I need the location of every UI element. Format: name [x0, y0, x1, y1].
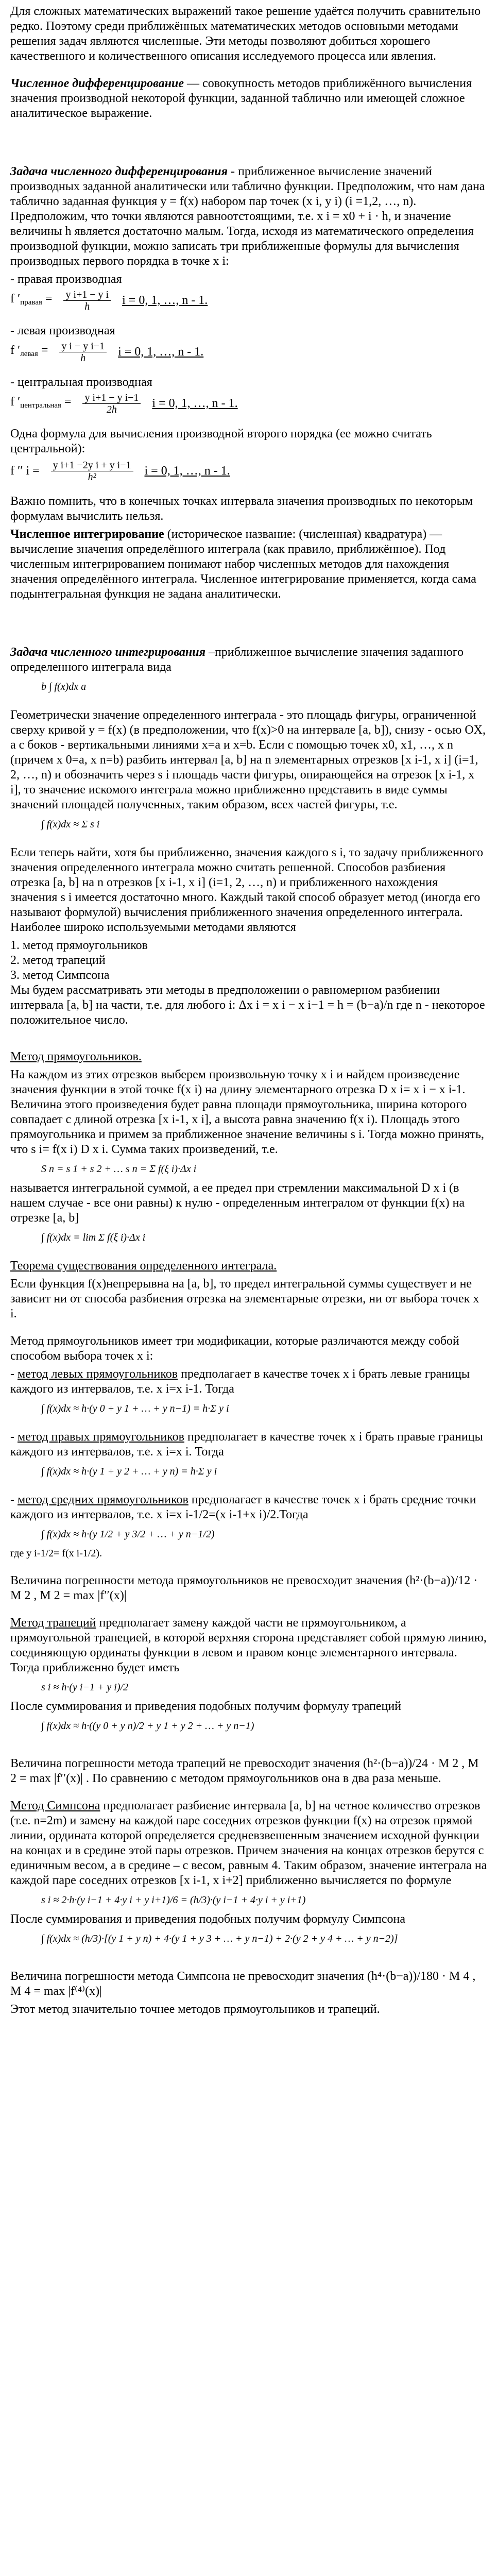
- mid-rect-paragraph: - метод средних прямоугольников предполагает в качестве точек x i брать средние точки каждого из интервалов, т.е. x i=x i-1/2=(x i-1+x i)/2.Тогда: [10, 1493, 476, 1521]
- left-derivative-fraction: [59, 341, 107, 364]
- task-diff-text: - приближенное вычисление значений производных заданной аналитически или таблично функции. Предположим, что нам дана таблично заданная функция y = f(x) набором пар точек (x i, y i) (i =1,2, …, n). Предположим, что точки являются равноотстоящими, т.е. x i = x0 + i · h, и значение величины h является достаточно малым. Тогда, исходя из математического определения производной функции, можно записать три приближенные формулы для вычисления производных первого порядка в точке x i:: [10, 165, 485, 268]
- integral-upper-limit: b: [41, 681, 46, 692]
- second-derivative-formula: [10, 460, 488, 483]
- simpson-method-text: предполагает разбиение интервала [a, b] на четное количество отрезков (т.е. n=2m) и замену на каждой паре соседних отрезков функции f(x) на отрезок прямой линии, ордината которой определяется средневзвешенным значением исходной функции на концах и в средине этой пары отрезков. Причем значения на концах отрезков берутся с единичным весом, а в средине – с весом, равным 4. Таким образом, значение интеграла на каждой паре соседних отрезков [x i-1, x i+2] приближенно вычисляется по формуле: [10, 1799, 487, 1887]
- limit-formula: ∫ f(x)dx = lim Σ f(ξ i)·Δx i: [41, 1232, 146, 1243]
- trapezoid-error-estimate: Величина погрешности метода трапеций не превосходит значения (h²·(b−a))/24 · M 2 , M 2 = max |f′′(x)| . По сравнению с методом прямоугольников она в два раза меньше.: [10, 1757, 479, 1785]
- trapezoid-formula: ∫ f(x)dx ≈ h·((y 0 + y n)/2 + y 1 + y 2 + … + y n−1): [41, 1720, 254, 1732]
- approximation-paragraph: Если теперь найти, хотя бы приближенно, значения каждого s i, то задачу приближенного значения определенного интеграла можно считать решенной. Способов разбиения отрезка [a, b] на n отрезков [x i-1, x i] (i=1, 2, …, n) и приближенного нахождения значения s i имеется достаточно много. Каждый такой способ образует метод (иногда его называют формулой) вычисления приближенного значения определенного интеграла. Наиболее широко используемыми методами являются: [10, 846, 484, 934]
- left-derivative-range: i = 0, 1, …, n - 1.: [118, 345, 204, 359]
- existence-theorem-heading: Теорема существования определенного интеграла.: [10, 1259, 277, 1273]
- right-derivative-lhs: f ′: [10, 292, 21, 306]
- right-rect-text: предполагает в качестве точек x i брать правые границы каждого из интервалов, т.е. x i=x i. Тогда: [10, 1430, 483, 1459]
- integration-term: Численное интегрирование: [10, 528, 164, 541]
- intro-paragraph: Для сложных математических выражений такое решение удаётся получить сравнительно редко. Поэтому среди приближённых математических методов основными методами решения задач являются численные. Эти методы позволяют добиться хорошего качественного и количественного описания исследуемого процесса или явления.: [10, 5, 481, 63]
- second-derivative-fraction: [51, 460, 133, 483]
- simpson-after-text: После суммирования и приведения подобных получим формулу Симпсона: [10, 1912, 405, 1926]
- rectangle-error-estimate: Величина погрешности метода прямоугольников не превосходит значения (h²·(b−a))/12 · M 2 , M 2 = max |f′′(x)|: [10, 1574, 478, 1602]
- task-diff-paragraph: [10, 164, 488, 269]
- existence-theorem-text: Если функция f(x)непрерывна на [a, b], то предел интегральной суммы существует и не зависит ни от способа разбиения отрезка на элементарные отрезки, ни от выбора точек x i.: [10, 1277, 479, 1320]
- geometric-meaning-paragraph: Геометрически значение определенного интеграла - это площадь фигуры, ограниченной сверху кривой y = f(x) (в предположении, что f(x)>0 на интервале [a, b]), снизу - осью OX, а с боков - вертикальными линиями x=a и x=b. Если с помощью точек x0, x1, …, x n (причем x 0=a, x n=b) разбить интервал [a, b] на n элементарных отрезков [x i-1, x i] (i=1, 2, …, n) и обозначить через s i площадь части фигуры, опирающейся на отрезок [x i-1, x i], то значение искомого интеграла можно приближенно представить в виде суммы значений площадей полученных, таким образом, всех частей фигуры, т.е.: [10, 708, 486, 811]
- central-derivative-formula: f $'_{центральная}$ = $\frac{\text{y i+1 − y i−1}}{2h}$ i = 0, 1, …, n - 1.: [10, 392, 238, 415]
- method-item: 2. метод трапеций: [10, 954, 106, 967]
- right-rect-paragraph: - метод правых прямоугольников предполагает в качестве точек x i брать правые границы каждого из интервалов, т.е. x i=x i. Тогда: [10, 1430, 483, 1459]
- left-derivative-label: - левая производная: [10, 324, 115, 337]
- uniform-partition-paragraph: Мы будем рассматривать эти методы в предположении о равномерном разбиении интервала [a, b] на части, т.е. для любого i: Δx i = x i − x i−1 = h = (b−a)/n где n - некоторое положительное число.: [10, 984, 485, 1027]
- right-rect-formula: ∫ f(x)dx ≈ h·(y 1 + y 2 + … + y n) = h·Σ y i: [41, 1466, 217, 1477]
- simpson-method-title: Метод Симпсона: [10, 1799, 100, 1812]
- task-integ-text: –приближенное вычисление значения заданного определенного интеграла вида: [10, 646, 464, 674]
- methods-list: [10, 938, 488, 983]
- diff-definition-text: — совокупность методов приближённого вычисления значения производной некоторой функции, заданной таблично или имеющей сложное аналитическое выражение.: [10, 77, 472, 120]
- endpoints-note: Важно помнить, что в конечных точках интервала значения производных по некоторым формулам вычислить нельзя.: [10, 495, 473, 523]
- integration-definition: [10, 527, 488, 602]
- right-derivative-numerator: y i+1 − y i: [63, 289, 111, 301]
- task-diff-term: Задача численного дифференцирования: [10, 165, 228, 178]
- mid-rect-where: где y i-1/2= f(x i-1/2).: [10, 1548, 102, 1559]
- integral-expression: ∫ f(x)dx: [49, 681, 79, 692]
- second-derivative-denominator: h²: [88, 471, 96, 483]
- rectangle-method-text: На каждом из этих отрезков выберем произвольную точку x i и найдем произведение значения функции в этой точке f(x i) на длину элементарного отрезка D x i= x i − x i-1. Величина этого произведения будет равна площади прямоугольника, ширина которого совпадает с длиной отрезка [x i-1, x i], а высота равна значению f(x i). Площадь этого прямоугольника и примем за приближенное значение величины s i. Тогда можно принять, что s i= f(x i) D x i. Сумма таких произведений, т.е.: [10, 1068, 485, 1156]
- rectangle-method-title: Метод прямоугольников.: [10, 1050, 142, 1063]
- central-derivative-lhs: f ′: [10, 395, 21, 409]
- left-derivative-formula: f $'_{левая}$ = $\frac{\text{y i − y i−1}}{h}$ i = 0, 1, …, n - 1.: [10, 341, 204, 364]
- right-derivative-label: - правая производная: [10, 273, 122, 286]
- central-derivative-sub: центральная: [20, 401, 61, 410]
- left-rect-text: предполагает в качестве точек x i брать левые границы каждого из интервалов, т.е. x i=x i-1. Тогда: [10, 1367, 470, 1396]
- task-integ-paragraph: [10, 645, 488, 675]
- simpson-segment-formula: s i ≈ 2·h·(y i−1 + 4·y i + y i+1)/6 = (h/3)·(y i−1 + 4·y i + y i+1): [41, 1894, 306, 1906]
- right-rect-title: метод правых прямоугольников: [18, 1430, 184, 1444]
- simpson-error-estimate: Величина погрешности метода Симпсона не превосходит значения (h⁴·(b−a))/180 · M 4 , M 4 = max |f⁽⁴⁾(x)|: [10, 1970, 476, 1998]
- right-derivative-formula: f $'_{правая}$ = $\frac{\text{y i+1 − y i}}{h}$ i = 0, 1, …, n - 1.: [10, 289, 208, 312]
- central-derivative-range: i = 0, 1, …, n - 1.: [152, 397, 238, 410]
- simpson-formula: ∫ f(x)dx ≈ (h/3)·[(y 1 + y n) + 4·(y 1 + y 3 + … + y n−1) + 2·(y 2 + y 4 + … + y n−2)]: [41, 1933, 398, 1944]
- left-rect-title: метод левых прямоугольников: [18, 1367, 178, 1381]
- trapezoid-segment-formula: s i ≈ h·(y i−1 + y i)/2: [41, 1682, 129, 1693]
- left-derivative-lhs: f ′: [10, 343, 21, 357]
- diff-definition-term: Численное дифференцирование: [10, 77, 184, 90]
- central-derivative-denominator: 2h: [106, 404, 117, 415]
- method-item: 1. метод прямоугольников: [10, 939, 148, 952]
- simpson-method-paragraph: [10, 1799, 488, 1888]
- second-derivative-numerator: y i+1 −2y i + y i−1: [51, 460, 133, 471]
- left-rect-paragraph: - метод левых прямоугольников предполагает в качестве точек x i брать левые границы каждого из интервалов, т.е. x i=x i-1. Тогда: [10, 1367, 470, 1396]
- second-derivative-range: i = 0, 1, …, n - 1.: [144, 464, 230, 478]
- right-derivative-fraction: [63, 289, 111, 312]
- trapezoid-method-text: предполагает замену каждой части не прямоугольником, а прямоугольной трапецией, в которой верхняя сторона представляет собой прямую линию, соединяющую ординаты функции в левом и правом конце элементарного интервала. Тогда приближенно будет иметь: [10, 1616, 487, 1674]
- integration-text: (историческое название: (численная) квадратура) — вычисление значения определённого интеграла (как правило, приближённое). Под численным интегрированием понимают набор численных методов для нахождения значения определённого интеграла. Численное интегрирование применяется, когда сама подынтегральная функция не задана аналитически.: [10, 528, 476, 601]
- integral-lower-limit: a: [81, 681, 87, 692]
- left-derivative-denominator: h: [80, 352, 86, 364]
- integral-sum-formula: S n = s 1 + s 2 + … s n = Σ f(ξ i)·Δx i: [41, 1163, 197, 1175]
- right-derivative-range: i = 0, 1, …, n - 1.: [122, 294, 208, 307]
- simpson-final-note: Этот метод значительно точнее методов прямоугольников и трапеций.: [10, 2003, 380, 2016]
- method-item: 3. метод Симпсона: [10, 969, 110, 982]
- mid-rect-text: предполагает в качестве точек x i брать средние точки каждого из интервалов, т.е. x i=x i-1/2=(x i-1+x i)/2.Тогда: [10, 1493, 476, 1521]
- right-derivative-denominator: h: [84, 301, 90, 312]
- task-integ-term: Задача численного интегрирования: [10, 646, 205, 659]
- second-derivative-lhs: f ′′ i =: [10, 464, 40, 478]
- existence-theorem-title: [10, 1259, 488, 1274]
- trapezoid-method-paragraph: [10, 1616, 488, 1675]
- second-derivative-intro: Одна формула для вычисления производной второго порядка (ее можно считать центральной):: [10, 427, 432, 455]
- integral-sum-text: называется интегральной суммой, а ее предел при стремлении максимальной D x i (в нашем случае - все они равны) к нулю - определенным интегралом от функции f(x) на отрезке [a, b]: [10, 1181, 465, 1225]
- trapezoid-method-title: Метод трапеций: [10, 1616, 96, 1630]
- central-derivative-numerator: y i+1 − y i−1: [82, 392, 141, 404]
- document-body: [10, 4, 488, 2020]
- left-rect-formula: ∫ f(x)dx ≈ h·(y 0 + y 1 + … + y n−1) = h·Σ y i: [41, 1403, 229, 1414]
- central-derivative-label: - центральная производная: [10, 376, 152, 389]
- rectangle-method-paragraph: [10, 1049, 488, 1064]
- definite-integral-formula: [41, 680, 488, 693]
- diff-definition: [10, 76, 488, 121]
- trapezoid-after-text: После суммирования и приведения подобных получим формулу трапеций: [10, 1700, 402, 1713]
- mid-rect-title: метод средних прямоугольников: [18, 1493, 188, 1506]
- area-sum-formula: ∫ f(x)dx ≈ Σ s i: [41, 819, 100, 830]
- mid-rect-formula: ∫ f(x)dx ≈ h·(y 1/2 + y 3/2 + … + y n−1/2): [41, 1529, 215, 1540]
- left-derivative-numerator: y i − y i−1: [59, 341, 107, 352]
- rectangle-modifications: Метод прямоугольников имеет три модификации, которые различаются между собой способом выбора точек x i:: [10, 1334, 459, 1363]
- right-derivative-sub: правая: [20, 298, 42, 307]
- left-derivative-sub: левая: [20, 349, 38, 358]
- central-derivative-fraction: [82, 392, 141, 415]
